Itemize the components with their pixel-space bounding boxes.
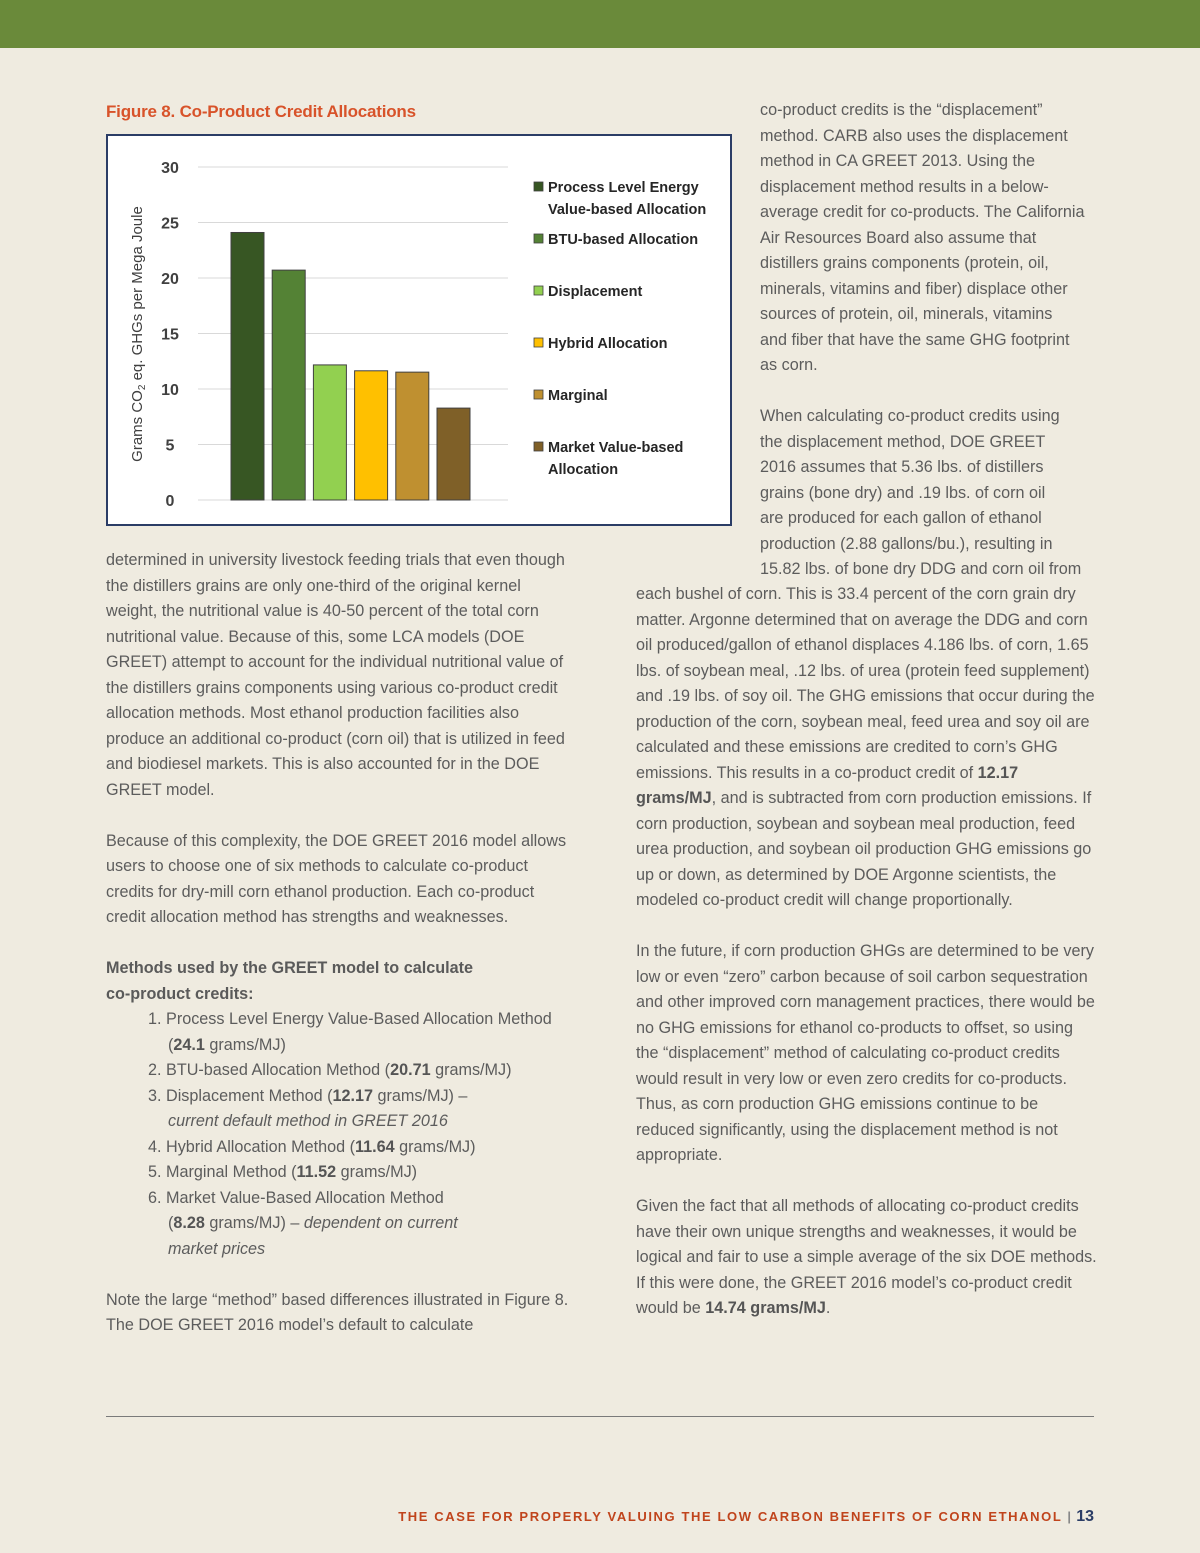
right-column-bottom (636, 582, 1098, 1322)
method-paren: ( (168, 1035, 174, 1054)
page-footer (398, 1508, 1094, 1526)
y-tick-label: 20 (161, 271, 179, 288)
right-paragraph-4 (636, 1194, 1098, 1322)
y-tick-label: 10 (161, 382, 179, 399)
method-note: dependent on current market prices (168, 1214, 458, 1258)
method-value: 8.28 (173, 1214, 205, 1232)
method-unit: grams/MJ) – (204, 1214, 304, 1232)
method-number: 5. (148, 1163, 162, 1181)
method-unit: grams/MJ) (430, 1061, 512, 1079)
method-item (106, 1084, 576, 1135)
legend-label: Displacement (548, 284, 643, 300)
y-axis-label-part: Grams CO (129, 390, 146, 462)
text-line: method. CARB also uses the displacement (760, 126, 1068, 145)
text-line: grains (bone dry) and .19 lbs. of corn oil (760, 483, 1046, 502)
y-axis-label-subscript: 2 (137, 384, 148, 391)
text-line: distillers grains components (protein, oil, (760, 254, 1049, 272)
text-line: displacement method results in a below- (760, 177, 1049, 196)
text-line: production (2.88 gallons/bu.), resulting in (760, 534, 1053, 553)
text-run: Given the fact that all methods of allocating co-product credits have their own unique strengths and weaknesses, it would be logical and fair to use a simple average of the six DOE methods. If this were done, the GREET 2016 model’s co-product credit would be (636, 1197, 1097, 1317)
method-text: Market Value-Based Allocation Method (166, 1188, 444, 1207)
method-value: 24.1 (173, 1035, 205, 1054)
method-value: 12.17 (332, 1086, 373, 1105)
method-item (106, 1135, 576, 1161)
method-value: 20.71 (390, 1061, 431, 1079)
top-color-bar (0, 0, 1200, 48)
legend-label: Market Value-based (548, 440, 684, 456)
method-text: Hybrid Allocation Method ( (166, 1137, 355, 1156)
legend-swatch (534, 390, 543, 399)
left-paragraph-2: Because of this complexity, the DOE GREET 2016 model allows users to choose one of six methods to calculate co-product credits for dry-mill corn ethanol production. Each co-product credit allocation method has strengths and weaknesses. (106, 831, 567, 926)
methods-heading-line2: co-product credits: (106, 984, 254, 1003)
legend-label: BTU-based Allocation (548, 232, 699, 248)
methods-list (106, 1007, 576, 1262)
text-run: , and is subtracted from corn production emissions. If corn production, soybean and soybean meal production, feed urea production, and soybean oil production GHG emissions go up or down, as determined by DOE Argonne scientists, the modeled co-product credit will change proportionally. (636, 789, 1092, 909)
average-credit-value: 14.74 grams/MJ (705, 1299, 826, 1317)
method-text: Process Level Energy Value-Based Allocation Method (166, 1010, 552, 1028)
text-line: the displacement method, DOE GREET (760, 432, 1046, 451)
methods-heading (106, 956, 576, 1007)
y-tick-label: 5 (165, 437, 175, 455)
legend-label: Allocation (548, 462, 619, 478)
text-line: minerals, vitamins and fiber) displace other (760, 279, 1068, 298)
footer-title: THE CASE FOR PROPERLY VALUING THE LOW CARBON BENEFITS OF CORN ETHANOL (398, 1509, 1063, 1524)
method-text: BTU-based Allocation Method ( (166, 1061, 391, 1079)
y-tick-label: 0 (165, 493, 175, 510)
footer-divider (106, 1416, 1094, 1417)
bar-1 (231, 232, 264, 500)
text-line: average credit for co-products. The California (760, 203, 1085, 221)
chart-frame (106, 134, 732, 526)
text-line: 2016 assumes that 5.36 lbs. of distillers (760, 458, 1044, 476)
y-tick-label: 25 (161, 215, 179, 233)
text-line: sources of protein, oil, minerals, vitamins (760, 305, 1053, 323)
method-number: 1. (148, 1010, 162, 1028)
text-line: co-product credits is the “displacement” (760, 101, 1043, 119)
method-text: Displacement Method ( (166, 1086, 333, 1105)
y-tick-label: 30 (161, 160, 179, 177)
legend-label: Marginal (548, 388, 608, 404)
text-run: each bushel of corn. This is 33.4 percent of the corn grain dry matter. Argonne determined that on average the DDG and corn oil produced/gallon of ethanol displaces 4.186 lbs. of corn, 1.65 lbs. of soybean meal, .12 lbs. of urea (protein feed supplement) and .19 lbs. of soy oil. The GHG emissions that occur during the production of the corn, soybean meal, feed urea and soy oil are calculated and these emissions are credited to corn’s GHG emissions. This results in a co-product credit of (636, 585, 1095, 782)
y-axis-label (129, 206, 148, 462)
right-paragraph-2-bottom (636, 582, 1098, 914)
text-line: as corn. (760, 356, 818, 374)
right-paragraph-2-top (760, 404, 1100, 583)
bar-6 (437, 408, 470, 500)
legend-swatch (534, 442, 543, 451)
footer-separator: | (1067, 1509, 1071, 1524)
text-line: When calculating co-product credits using (760, 407, 1060, 425)
legend-label: Value-based Allocation (548, 202, 707, 218)
right-paragraph-3: In the future, if corn production GHGs are determined to be very low or even “zero” carbon because of soil carbon sequestration and other improved corn management practices, there would be no GHG emissions for ethanol co-products to offset, so using the “displacement” method of calculating co-product credits would result in very low or even zero credits for co-products. Thus, as corn production GHG emissions continue to be reduced significantly, using the displacement method is not appropriate. (636, 942, 1095, 1164)
left-paragraph-3: Note the large “method” based differences illustrated in Figure 8. The DOE GREET 2016 model’s default to calculate (106, 1290, 569, 1334)
y-tick-label: 15 (161, 326, 179, 344)
method-item (106, 1186, 576, 1263)
bar-chart (108, 136, 730, 524)
method-unit: grams/MJ) (394, 1137, 476, 1156)
y-axis-label-part: eq. GHGs per Mega Joule (129, 206, 146, 385)
method-number: 6. (148, 1188, 162, 1207)
legend-swatch (534, 286, 543, 295)
method-value: 11.64 (354, 1137, 395, 1156)
text-line: and fiber that have the same GHG footprint (760, 330, 1070, 349)
legend-swatch (534, 234, 543, 243)
method-text: Marginal Method ( (166, 1163, 297, 1181)
method-note: current default method in GREET 2016 (168, 1112, 448, 1130)
legend-swatch (534, 182, 543, 191)
text-line: 15.82 lbs. of bone dry DDG and corn oil from (760, 560, 1082, 578)
right-column-top (760, 98, 1100, 583)
text-line: are produced for each gallon of ethanol (760, 509, 1042, 527)
legend-label: Hybrid Allocation (548, 336, 668, 352)
method-paren: ( (168, 1214, 174, 1232)
method-value: 11.52 (296, 1163, 337, 1181)
bar-4 (355, 371, 388, 500)
method-unit: grams/MJ) (336, 1163, 418, 1181)
method-item (106, 1160, 576, 1186)
text-line: Air Resources Board also assume that (760, 228, 1037, 247)
left-paragraph-1: determined in university livestock feeding trials that even though the distillers grains are only one-third of the original kernel weight, the nutritional value is 40-50 percent of the total corn nutritional value. Because of this, some LCA models (DOE GREET) attempt to account for the individual nutritional value of the distillers grains components using various co-product credit allocation methods. Most ethanol production facilities also produce an additional co-product (corn oil) that is utilized in feed and biodiesel markets. This is also accounted for in the DOE GREET model. (106, 551, 565, 799)
left-column (106, 548, 576, 1339)
method-unit: grams/MJ) (204, 1035, 286, 1054)
method-item (106, 1058, 576, 1084)
methods-heading-line1: Methods used by the GREET model to calculate (106, 959, 473, 977)
legend-swatch (534, 338, 543, 347)
legend-label: Process Level Energy (548, 180, 699, 196)
text-line: method in CA GREET 2013. Using the (760, 152, 1036, 170)
bar-2 (272, 270, 305, 500)
figure-title: Figure 8. Co-Product Credit Allocations (106, 102, 416, 121)
page-number: 13 (1076, 1508, 1094, 1525)
credit-value: 12.17 grams/MJ (636, 763, 1019, 807)
bar-5 (396, 372, 429, 500)
method-number: 3. (148, 1086, 162, 1105)
text-run: . (825, 1299, 831, 1317)
method-number: 4. (148, 1137, 162, 1156)
method-number: 2. (148, 1061, 162, 1079)
right-paragraph-1 (760, 98, 1100, 379)
bar-3 (313, 365, 346, 500)
method-item (106, 1007, 576, 1058)
method-unit: grams/MJ) – (372, 1086, 468, 1105)
